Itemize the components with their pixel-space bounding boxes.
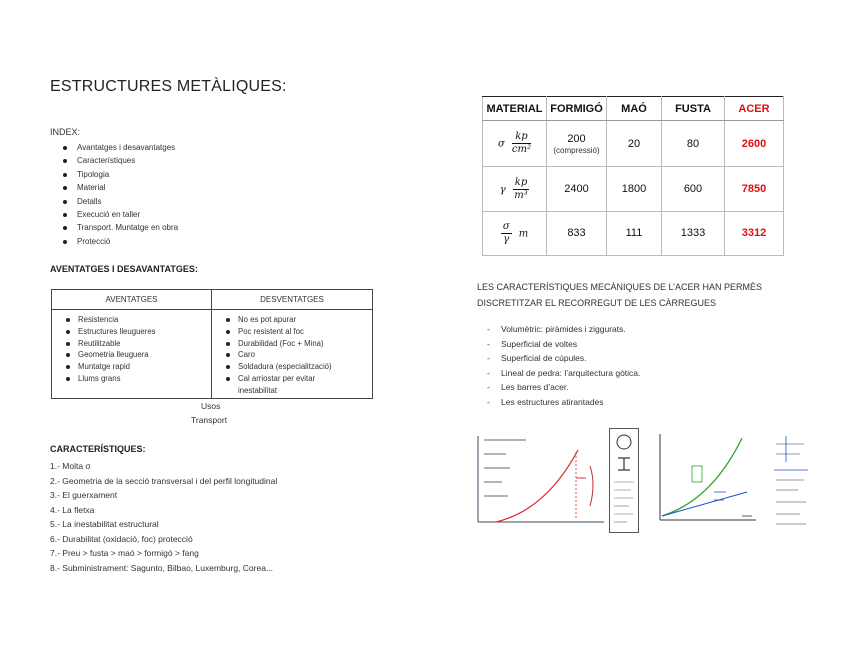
unit-fraction xyxy=(501,221,512,246)
advantage-item: Geometria lleuguera xyxy=(66,349,211,361)
disadvantage-item: Durabilidad (Foc + Mina) xyxy=(226,338,372,350)
curve-sketch xyxy=(652,430,760,530)
advantages-heading: AVENTATGES I DESAVANTATGES: xyxy=(50,264,198,274)
table-cell: 80 xyxy=(662,121,725,167)
mechanics-intro: LES CARACTERÍSTIQUES MECÀNIQUES DE L’ACER HAN PERMÈS DISCRETITZAR EL RECORREGUT DE LES CÀRREGUES xyxy=(477,282,763,308)
table-cell: 1800 xyxy=(607,167,662,211)
unit-denominator: γ xyxy=(503,233,510,245)
stress-strain-sketch xyxy=(466,430,606,530)
characteristics-list xyxy=(50,459,277,575)
table-cell: 111 xyxy=(607,211,662,255)
page-title: ESTRUCTURES METÀLIQUES: xyxy=(50,78,287,95)
table-cell: 833 xyxy=(547,211,607,255)
disadvantage-item: inestabilitat xyxy=(238,385,278,395)
mechanics-item: - Lineal de pedra: l’arquitectura gòtica. xyxy=(487,366,640,381)
index-item: Transport. Muntatge en obra xyxy=(63,221,178,234)
unit-numerator: kp xyxy=(512,131,531,144)
materials-table xyxy=(482,96,784,256)
header-material: MATERIAL xyxy=(483,97,547,121)
disadvantage-item: Cal arriostar per evitar xyxy=(226,373,372,385)
table-header-row xyxy=(483,97,784,121)
unit-numerator: σ xyxy=(502,220,510,232)
unit-denominator: m³ xyxy=(514,189,528,201)
advantages-list xyxy=(52,310,211,385)
index-item: Característiques xyxy=(63,154,178,167)
value-note: (compressió) xyxy=(553,145,600,155)
mechanics-item: - Volumètric: piràmides i ziggurats. xyxy=(487,322,640,337)
index-item: Protecció xyxy=(63,235,178,248)
advantage-item: Estructures lleugueres xyxy=(66,326,211,338)
unit-fraction xyxy=(513,177,529,202)
disadvantage-item: Caro xyxy=(226,349,372,361)
characteristic-item: 4.- La fletxa xyxy=(50,504,95,515)
characteristic-item: 2.- Geometria de la secció transversal i del perfil longitudinal xyxy=(50,475,278,486)
index-item: Execució en taller xyxy=(63,208,178,221)
advantages-column xyxy=(52,290,212,398)
table-cell xyxy=(547,121,607,167)
characteristic-item: 7.- Preu > fusta > maó > formigó > fang xyxy=(50,548,199,558)
characteristics-heading: CARACTERÍSTIQUES: xyxy=(50,444,146,454)
disadvantage-item: No es pot apurar xyxy=(226,314,372,326)
characteristic-item: 3.- El guerxament xyxy=(50,490,118,500)
index-item: Detalls xyxy=(63,195,178,208)
symbol-sigma: σ xyxy=(498,138,505,150)
table-row xyxy=(483,121,784,167)
disadvantages-column xyxy=(212,290,372,398)
symbol-m: m xyxy=(518,228,529,240)
characteristic-item: 5.- La inestabilitat estructural xyxy=(50,519,159,529)
index-item: Tipologia xyxy=(63,168,178,181)
table-cell-acer: 7850 xyxy=(725,167,784,211)
advantages-table xyxy=(51,289,373,399)
row-symbol xyxy=(483,121,547,167)
mechanics-item: - Les barres d’acer. xyxy=(487,380,640,395)
mechanics-list xyxy=(487,322,640,410)
table-row xyxy=(483,167,784,211)
table-cell: 600 xyxy=(662,167,725,211)
header-acer: ACER xyxy=(725,97,784,121)
header-fusta: FUSTA xyxy=(662,97,725,121)
transport-note: Transport xyxy=(191,415,228,425)
advantage-item: Llums grans xyxy=(66,373,211,385)
mechanics-item: - Les estructures atirantades xyxy=(487,395,640,410)
advantage-item: Resistencia xyxy=(66,314,211,326)
row-symbol xyxy=(483,211,547,255)
header-formigo: FORMIGÓ xyxy=(547,97,607,121)
index-label: INDEX: xyxy=(50,127,81,137)
header-mao: MAÓ xyxy=(607,97,662,121)
advantage-item: Muntatge rapid xyxy=(66,361,211,373)
unit-denominator: cm² xyxy=(511,144,531,156)
advantage-item: Reutilitzable xyxy=(66,338,211,350)
usos-note: Usos xyxy=(201,401,221,411)
index-list xyxy=(63,141,178,248)
disadvantage-item: Poc resistent al foc xyxy=(226,326,372,338)
disadvantages-list xyxy=(212,310,372,397)
formula-sketch xyxy=(770,432,812,532)
advantages-header: AVENTATGES xyxy=(52,290,211,310)
mechanics-item: - Superficial de cúpules. xyxy=(487,351,640,366)
table-cell: 2400 xyxy=(547,167,607,211)
table-cell-acer: 2600 xyxy=(725,121,784,167)
index-item: Material xyxy=(63,181,178,194)
disadvantage-item: Soldadura (especialització) xyxy=(226,361,372,373)
disadvantages-header: DESVENTATGES xyxy=(212,290,372,310)
characteristic-item: 6.- Durabilitat (oxidació, foc) protecció xyxy=(50,533,193,544)
mechanics-item: - Superficial de voltes xyxy=(487,337,640,352)
table-cell: 1333 xyxy=(662,211,725,255)
symbol-gamma: γ xyxy=(499,183,506,195)
characteristic-item: 8.- Subministrament: Sagunto, Bilbao, Luxemburg, Corea... xyxy=(50,562,274,573)
value: 200 xyxy=(567,132,586,145)
index-item: Avantatges i desavantatges xyxy=(63,141,178,154)
table-cell-acer: 3312 xyxy=(725,211,784,255)
section-sketch xyxy=(609,428,639,533)
unit-numerator: kp xyxy=(514,176,528,188)
table-cell: 20 xyxy=(607,121,662,167)
characteristic-item: 1.- Molta σ xyxy=(50,461,91,471)
row-symbol xyxy=(483,167,547,211)
table-row xyxy=(483,211,784,255)
unit-fraction xyxy=(512,131,531,156)
